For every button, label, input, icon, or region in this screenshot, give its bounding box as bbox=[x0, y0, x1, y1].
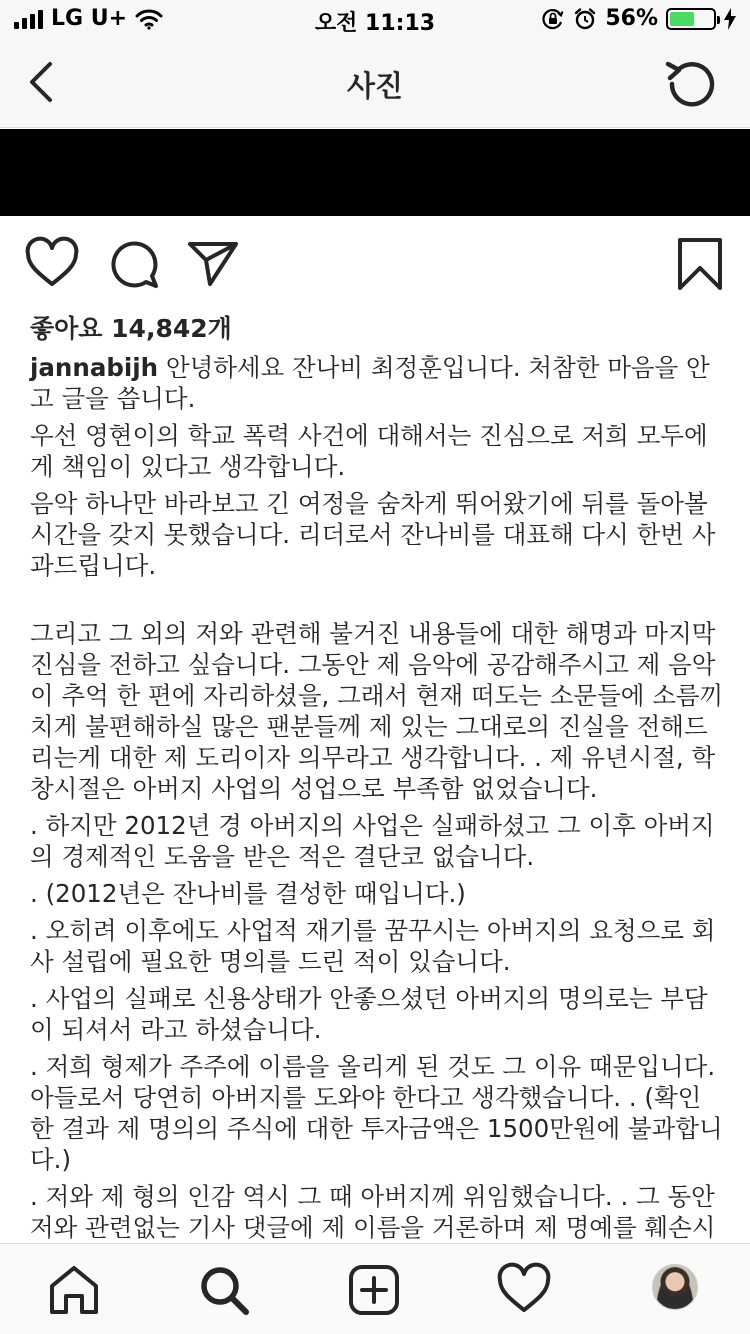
orientation-lock-icon bbox=[541, 7, 565, 31]
caption-paragraph: 그리고 그 외의 저와 관련해 불거진 내용들에 대한 해명과 마지막 진심을 전하고 싶습니다. 그동안 제 음악에 공감해주시고 제 음악이 추억 한 편에 자리하셨을, 그래서 현재 떠도는 소문들에 소름끼치게 불편해하실 많은 팬분들께 제 있는 그대로의 진실을 전해드리는게 대한 제 도리이자 의무라고 생각합니다. . 제 유년시절, 학창시절은 아버지 사업의 성업으로 부족함 없었습니다. bbox=[30, 619, 724, 803]
add-post-icon[interactable] bbox=[346, 1262, 402, 1318]
search-icon[interactable] bbox=[196, 1262, 252, 1318]
status-time: 오전 11:13 bbox=[314, 11, 436, 36]
caption-paragraph: . 하지만 2012년 경 아버지의 사업은 실패하셨고 그 이후 아버지의 경제적인 도움을 받은 적은 결단코 없습니다. bbox=[30, 811, 715, 871]
username-link[interactable]: jannabijh bbox=[30, 353, 159, 382]
status-left bbox=[14, 6, 163, 31]
bookmark-icon[interactable] bbox=[672, 236, 728, 292]
nav-header bbox=[0, 40, 750, 128]
home-icon[interactable] bbox=[46, 1262, 102, 1318]
caption-text: 안녕하세요 잔나비 최정훈입니다. 처참한 마음을 안고 글을 씁니다. bbox=[30, 353, 710, 413]
charging-icon bbox=[724, 8, 736, 30]
caption-paragraph: . 저와 제 형의 인감 역시 그 때 아버지께 위임했습니다. . 그 동안 저와 관련없는 기사 댓글에 제 이름을 거론하며 제 명예를 훼손시 bbox=[30, 1182, 716, 1242]
heart-icon[interactable] bbox=[496, 1262, 552, 1318]
post-caption bbox=[30, 352, 724, 1311]
refresh-icon[interactable] bbox=[664, 56, 720, 112]
caption-paragraph: 음악 하나만 바라보고 긴 여정을 숨차게 뛰어왔기에 뒤를 돌아볼 시간을 갖지 못했습니다. 리더로서 잔나비를 대표해 다시 한번 사과드립니다. bbox=[30, 489, 716, 580]
post-photo[interactable] bbox=[0, 129, 750, 216]
caption-paragraph: . (2012년은 잔나비를 결성한 때입니다.) bbox=[30, 879, 466, 908]
caption-paragraph: . 사업의 실패로 신용상태가 안좋으셨던 아버지의 명의로는 부담이 되셔서 라고 하셨습니다. bbox=[30, 984, 708, 1044]
avatar[interactable] bbox=[652, 1264, 698, 1310]
heart-icon[interactable] bbox=[24, 236, 80, 292]
caption-paragraph: . 오히려 이후에도 사업적 재기를 꿈꾸시는 아버지의 요청으로 회사 설립에 필요한 명의를 드린 적이 있습니다. bbox=[30, 916, 716, 976]
paper-plane-icon[interactable] bbox=[186, 236, 242, 292]
battery-icon bbox=[666, 8, 716, 30]
page-title: 사진 bbox=[346, 69, 404, 103]
caption-paragraph: 우선 영현이의 학교 폭력 사건에 대해서는 진심으로 저희 모두에게 책임이 있다고 생각합니다. bbox=[30, 421, 708, 481]
likes-count[interactable]: 좋아요 14,842개 bbox=[30, 314, 232, 343]
signal-strength-icon bbox=[14, 9, 43, 29]
caption-paragraph bbox=[30, 352, 724, 414]
bottom-tab-bar bbox=[0, 1243, 750, 1334]
comment-icon[interactable] bbox=[106, 236, 162, 292]
post-action-bar bbox=[0, 236, 750, 296]
alarm-icon bbox=[573, 7, 597, 31]
status-bar bbox=[0, 0, 750, 40]
wifi-icon bbox=[135, 8, 163, 30]
carrier-name: LG U+ bbox=[51, 6, 128, 31]
caption-paragraph: . 저희 형제가 주주에 이름을 올리게 된 것도 그 이유 때문입니다. 아들로서 당연히 아버지를 도와야 한다고 생각했습니다. . (확인한 결과 제 명의의 주식에 대한 투자금액은 1500만원에 불과합니다.) bbox=[30, 1052, 723, 1174]
battery-percent: 56% bbox=[605, 6, 658, 31]
chevron-left-icon[interactable] bbox=[20, 58, 64, 106]
status-right bbox=[541, 6, 736, 31]
